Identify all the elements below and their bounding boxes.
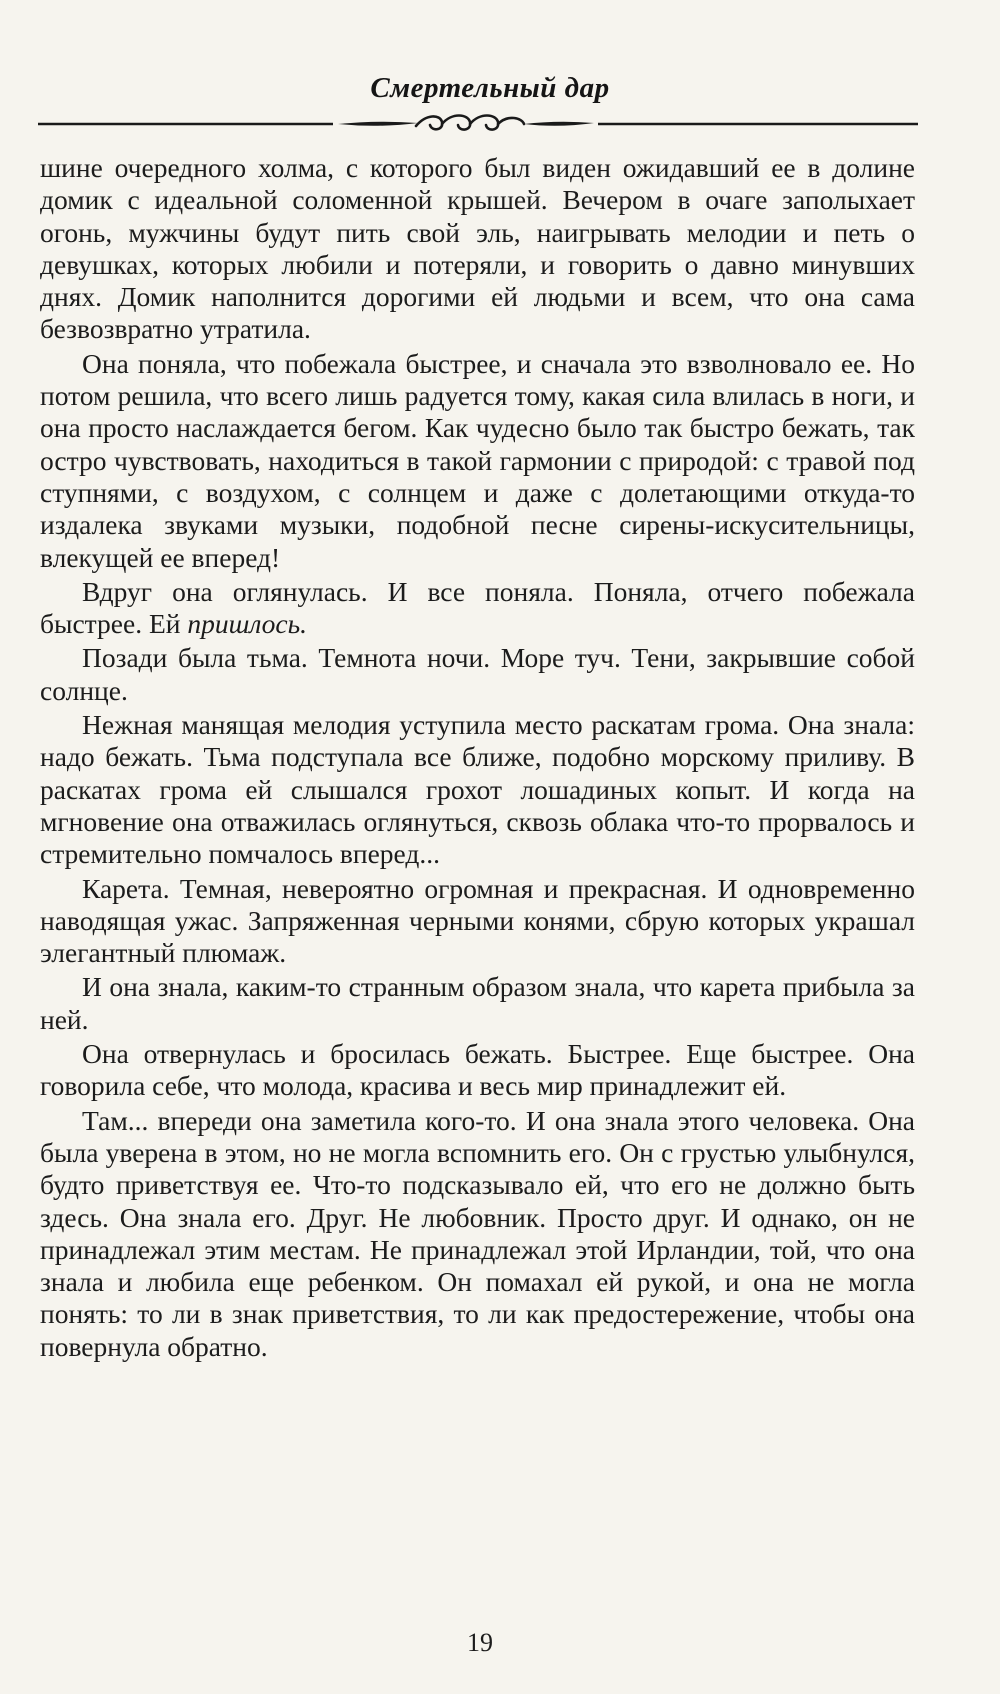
- paragraph-5: Нежная манящая мелодия уступила место раскатам грома. Она знала: надо бежать. Тьма подступала все ближе, подобно морскому приливу. В раскатах грома ей слышался грохот лошадиных копыт. И когда на мгновение она отважилась оглянуться, сквозь облака что-то прорвалось и стремительно помчалось вперед...: [40, 709, 915, 870]
- emphasized-word: пришлось.: [187, 608, 308, 640]
- paragraph-8: Она отвернулась и бросилась бежать. Быстрее. Еще быстрее. Она говорила себе, что молода, красива и весь мир принадлежит ей.: [40, 1038, 915, 1102]
- paragraph-1: шине очередного холма, с которого был виден ожидавший ее в долине домик с идеальной соломенной крышей. Вечером в очаге заполыхает огонь, мужчины будут пить свой эль, наигрывать мелодии и петь о девушках, которых любили и потеряли, и говорить о давно минувших днях. Домик наполнится дорогими ей людьми и всем, что она сама безвозвратно утратила.: [40, 152, 915, 345]
- paragraph-3: Вдруг она оглянулась. И все поняла. Поняла, отчего побежала быстрее. Ей пришлось.: [40, 575, 915, 640]
- main-text-column: [40, 152, 915, 1363]
- paragraph-7: И она знала, каким-то странным образом знала, что карета прибыла за ней.: [40, 971, 915, 1035]
- ornament-divider: [38, 110, 918, 138]
- running-title: Смертельный дар: [370, 72, 610, 104]
- paragraph-4: Позади была тьма. Темнота ночи. Море туч. Тени, закрывшие собой солнце.: [40, 642, 915, 706]
- paragraph-6: Карета. Темная, невероятно огромная и прекрасная. И одновременно наводящая ужас. Запряженная черными конями, сбрую которых украшал элегантный плюмаж.: [40, 872, 915, 969]
- paragraph-9: Там... впереди она заметила кого-то. И она знала этого человека. Она была уверена в этом, но не могла вспомнить его. Он с грустью улыбнулся, будто приветствуя ее. Что-то подсказывало ей, что его не должно быть здесь. Она знала его. Друг. Не любовник. Просто друг. И однако, он не принадлежал этим местам. Не принадлежал этой Ирландии, той, что она знала и любила еще ребенком. Он помахал ей рукой, и она не могла понять: то ли в знак приветствия, то ли как предостережение, чтобы она повернула обратно.: [40, 1104, 915, 1362]
- page-number: 19: [467, 1628, 493, 1657]
- paragraph-2: Она поняла, что побежала быстрее, и сначала это взволновало ее. Но потом решила, что всего лишь радуется тому, какая сила влилась в ноги, и она просто наслаждается бегом. Как чудесно было так быстро бежать, так остро чувствовать, находиться в такой гармонии с природой: с травой под ступнями, с воздухом, с солнцем и даже с долетающими откуда-то издалека звуками музыки, подобной песне сирены-искусительницы, влекущей ее вперед!: [40, 347, 915, 573]
